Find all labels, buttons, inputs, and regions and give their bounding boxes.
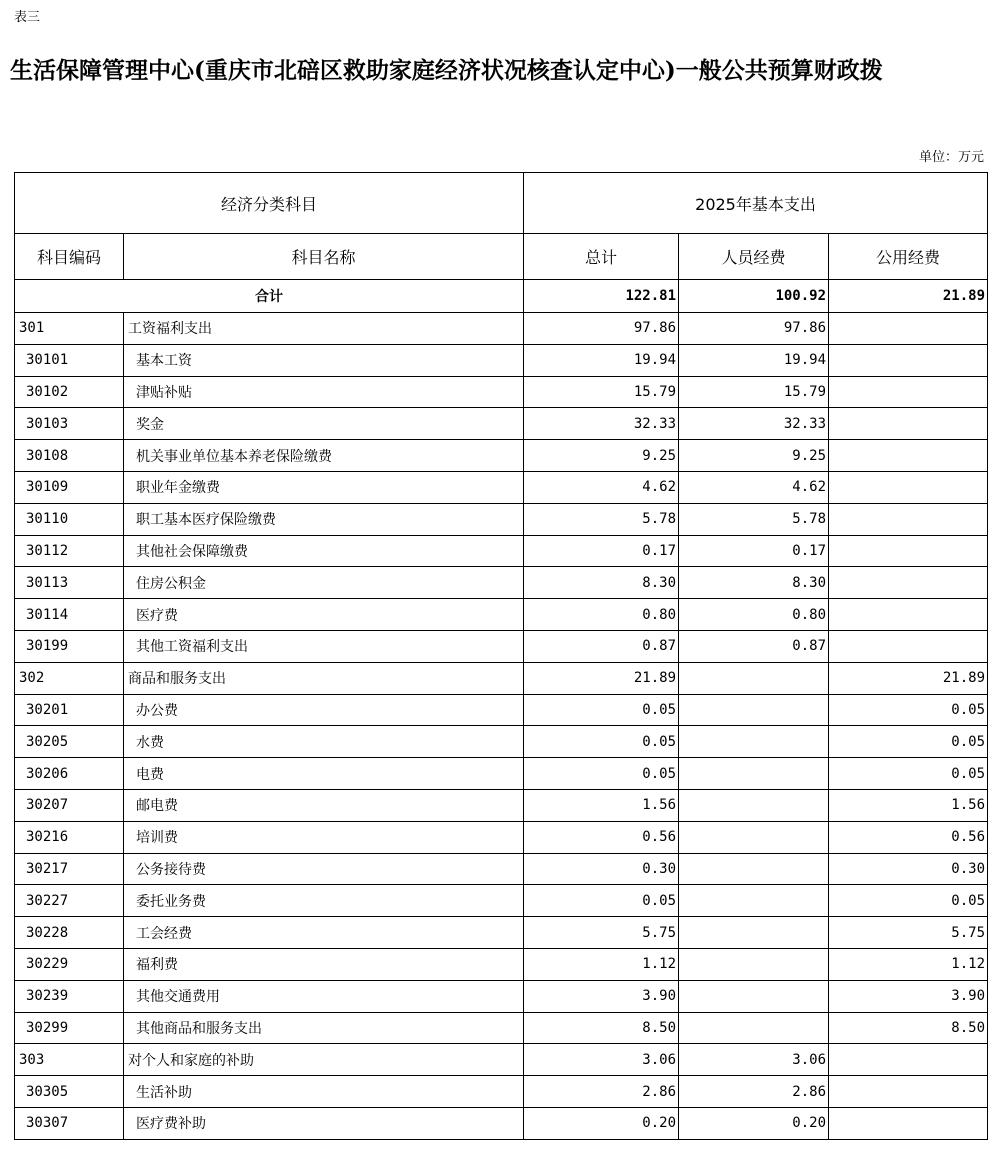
row-total: 8.30 xyxy=(524,567,679,599)
row-name: 工资福利支出 xyxy=(124,313,524,345)
row-name: 办公费 xyxy=(124,694,524,726)
row-personnel: 9.25 xyxy=(679,440,829,472)
row-public xyxy=(829,503,988,535)
total-row xyxy=(15,280,988,313)
row-code: 30112 xyxy=(15,535,124,567)
row-code: 30114 xyxy=(15,599,124,631)
row-total: 1.12 xyxy=(524,948,679,980)
row-personnel xyxy=(679,980,829,1012)
row-public xyxy=(829,440,988,472)
table-row xyxy=(15,535,988,567)
row-name: 福利费 xyxy=(124,948,524,980)
table-body xyxy=(15,313,988,1140)
row-public xyxy=(829,313,988,345)
row-total: 19.94 xyxy=(524,344,679,376)
row-name: 公务接待费 xyxy=(124,853,524,885)
row-name: 委托业务费 xyxy=(124,885,524,917)
table-row xyxy=(15,376,988,408)
row-name: 生活补助 xyxy=(124,1076,524,1108)
row-public: 0.05 xyxy=(829,694,988,726)
row-total: 32.33 xyxy=(524,408,679,440)
row-personnel: 4.62 xyxy=(679,471,829,503)
row-personnel xyxy=(679,726,829,758)
table-label: 表三 xyxy=(14,10,41,25)
row-code: 30228 xyxy=(15,917,124,949)
row-total: 21.89 xyxy=(524,662,679,694)
row-public xyxy=(829,471,988,503)
header-name: 科目名称 xyxy=(124,234,524,280)
row-name: 邮电费 xyxy=(124,789,524,821)
row-public xyxy=(829,630,988,662)
row-public xyxy=(829,408,988,440)
row-total: 5.75 xyxy=(524,917,679,949)
table-row xyxy=(15,1076,988,1108)
row-personnel xyxy=(679,885,829,917)
row-personnel: 0.20 xyxy=(679,1107,829,1139)
row-total: 0.30 xyxy=(524,853,679,885)
row-public xyxy=(829,567,988,599)
row-code: 30239 xyxy=(15,980,124,1012)
row-name: 其他社会保障缴费 xyxy=(124,535,524,567)
row-total: 4.62 xyxy=(524,471,679,503)
unit-label: 单位：万元 xyxy=(918,150,984,165)
row-total: 1.56 xyxy=(524,789,679,821)
row-personnel: 5.78 xyxy=(679,503,829,535)
row-code: 30110 xyxy=(15,503,124,535)
row-personnel: 32.33 xyxy=(679,408,829,440)
table-row xyxy=(15,948,988,980)
row-code: 30305 xyxy=(15,1076,124,1108)
row-name: 医疗费补助 xyxy=(124,1107,524,1139)
row-public: 1.56 xyxy=(829,789,988,821)
header-code: 科目编码 xyxy=(15,234,124,280)
row-code: 30102 xyxy=(15,376,124,408)
row-name: 培训费 xyxy=(124,821,524,853)
row-total: 5.78 xyxy=(524,503,679,535)
row-code: 30216 xyxy=(15,821,124,853)
row-public: 0.05 xyxy=(829,758,988,790)
row-code: 30229 xyxy=(15,948,124,980)
row-code: 30207 xyxy=(15,789,124,821)
row-personnel xyxy=(679,948,829,980)
row-name: 水费 xyxy=(124,726,524,758)
table-row xyxy=(15,471,988,503)
table-row xyxy=(15,440,988,472)
row-total: 0.20 xyxy=(524,1107,679,1139)
budget-table xyxy=(14,172,988,1140)
row-name: 住房公积金 xyxy=(124,567,524,599)
row-public xyxy=(829,535,988,567)
row-personnel: 0.87 xyxy=(679,630,829,662)
table-row xyxy=(15,1044,988,1076)
row-public xyxy=(829,344,988,376)
row-personnel xyxy=(679,917,829,949)
table-row xyxy=(15,917,988,949)
header-personnel: 人员经费 xyxy=(679,234,829,280)
row-personnel xyxy=(679,694,829,726)
row-personnel xyxy=(679,758,829,790)
row-personnel: 15.79 xyxy=(679,376,829,408)
row-total: 9.25 xyxy=(524,440,679,472)
row-code: 30307 xyxy=(15,1107,124,1139)
row-personnel xyxy=(679,821,829,853)
row-code: 30227 xyxy=(15,885,124,917)
row-name: 职业年金缴费 xyxy=(124,471,524,503)
row-code: 30109 xyxy=(15,471,124,503)
table-row xyxy=(15,1012,988,1044)
row-total: 0.87 xyxy=(524,630,679,662)
header-category: 经济分类科目 xyxy=(15,173,524,234)
row-public xyxy=(829,599,988,631)
table-row xyxy=(15,980,988,1012)
row-name: 电费 xyxy=(124,758,524,790)
row-name: 机关事业单位基本养老保险缴费 xyxy=(124,440,524,472)
row-personnel: 97.86 xyxy=(679,313,829,345)
total-public: 21.89 xyxy=(829,280,988,313)
row-name: 其他工资福利支出 xyxy=(124,630,524,662)
row-total: 3.06 xyxy=(524,1044,679,1076)
row-personnel xyxy=(679,853,829,885)
total-label: 合计 xyxy=(15,280,524,313)
row-personnel xyxy=(679,789,829,821)
row-code: 30199 xyxy=(15,630,124,662)
row-public: 0.56 xyxy=(829,821,988,853)
row-public xyxy=(829,1044,988,1076)
row-name: 对个人和家庭的补助 xyxy=(124,1044,524,1076)
table-row xyxy=(15,821,988,853)
row-personnel: 0.80 xyxy=(679,599,829,631)
row-name: 其他商品和服务支出 xyxy=(124,1012,524,1044)
row-total: 97.86 xyxy=(524,313,679,345)
row-name: 工会经费 xyxy=(124,917,524,949)
row-personnel xyxy=(679,662,829,694)
row-personnel: 2.86 xyxy=(679,1076,829,1108)
table-row xyxy=(15,1107,988,1139)
table-row xyxy=(15,408,988,440)
table-row xyxy=(15,789,988,821)
row-name: 医疗费 xyxy=(124,599,524,631)
row-public xyxy=(829,1107,988,1139)
row-code: 30103 xyxy=(15,408,124,440)
row-code: 30113 xyxy=(15,567,124,599)
row-total: 0.56 xyxy=(524,821,679,853)
table-row xyxy=(15,630,988,662)
row-public: 0.05 xyxy=(829,885,988,917)
header-total: 总计 xyxy=(524,234,679,280)
table-row xyxy=(15,726,988,758)
row-personnel xyxy=(679,1012,829,1044)
row-name: 职工基本医疗保险缴费 xyxy=(124,503,524,535)
table-row xyxy=(15,599,988,631)
row-name: 奖金 xyxy=(124,408,524,440)
row-code: 302 xyxy=(15,662,124,694)
row-total: 2.86 xyxy=(524,1076,679,1108)
total-personnel: 100.92 xyxy=(679,280,829,313)
header-basic-expenditure: 2025年基本支出 xyxy=(524,173,988,234)
row-personnel: 8.30 xyxy=(679,567,829,599)
row-total: 0.05 xyxy=(524,694,679,726)
row-code: 30206 xyxy=(15,758,124,790)
row-name: 商品和服务支出 xyxy=(124,662,524,694)
header-public: 公用经费 xyxy=(829,234,988,280)
row-total: 0.05 xyxy=(524,726,679,758)
table-row xyxy=(15,885,988,917)
row-total: 0.80 xyxy=(524,599,679,631)
row-public: 0.30 xyxy=(829,853,988,885)
row-name: 其他交通费用 xyxy=(124,980,524,1012)
row-total: 3.90 xyxy=(524,980,679,1012)
total-sum: 122.81 xyxy=(524,280,679,313)
row-code: 30108 xyxy=(15,440,124,472)
row-code: 30205 xyxy=(15,726,124,758)
table-row xyxy=(15,662,988,694)
row-personnel: 3.06 xyxy=(679,1044,829,1076)
row-public: 1.12 xyxy=(829,948,988,980)
document-title: 生活保障管理中心(重庆市北碚区救助家庭经济状况核查认定中心)一般公共预算财政拨 xyxy=(10,57,883,84)
table-row xyxy=(15,694,988,726)
row-personnel: 0.17 xyxy=(679,535,829,567)
row-code: 30101 xyxy=(15,344,124,376)
row-personnel: 19.94 xyxy=(679,344,829,376)
row-total: 0.05 xyxy=(524,885,679,917)
row-public xyxy=(829,376,988,408)
row-name: 津贴补贴 xyxy=(124,376,524,408)
row-name: 基本工资 xyxy=(124,344,524,376)
table-row xyxy=(15,344,988,376)
row-total: 8.50 xyxy=(524,1012,679,1044)
row-public: 3.90 xyxy=(829,980,988,1012)
row-public: 21.89 xyxy=(829,662,988,694)
row-code: 301 xyxy=(15,313,124,345)
row-code: 303 xyxy=(15,1044,124,1076)
row-public xyxy=(829,1076,988,1108)
table-row xyxy=(15,853,988,885)
row-code: 30217 xyxy=(15,853,124,885)
row-total: 15.79 xyxy=(524,376,679,408)
table-row xyxy=(15,567,988,599)
row-code: 30299 xyxy=(15,1012,124,1044)
row-total: 0.05 xyxy=(524,758,679,790)
table-row xyxy=(15,758,988,790)
row-public: 5.75 xyxy=(829,917,988,949)
row-code: 30201 xyxy=(15,694,124,726)
row-public: 0.05 xyxy=(829,726,988,758)
row-total: 0.17 xyxy=(524,535,679,567)
row-public: 8.50 xyxy=(829,1012,988,1044)
table-row xyxy=(15,313,988,345)
table-row xyxy=(15,503,988,535)
